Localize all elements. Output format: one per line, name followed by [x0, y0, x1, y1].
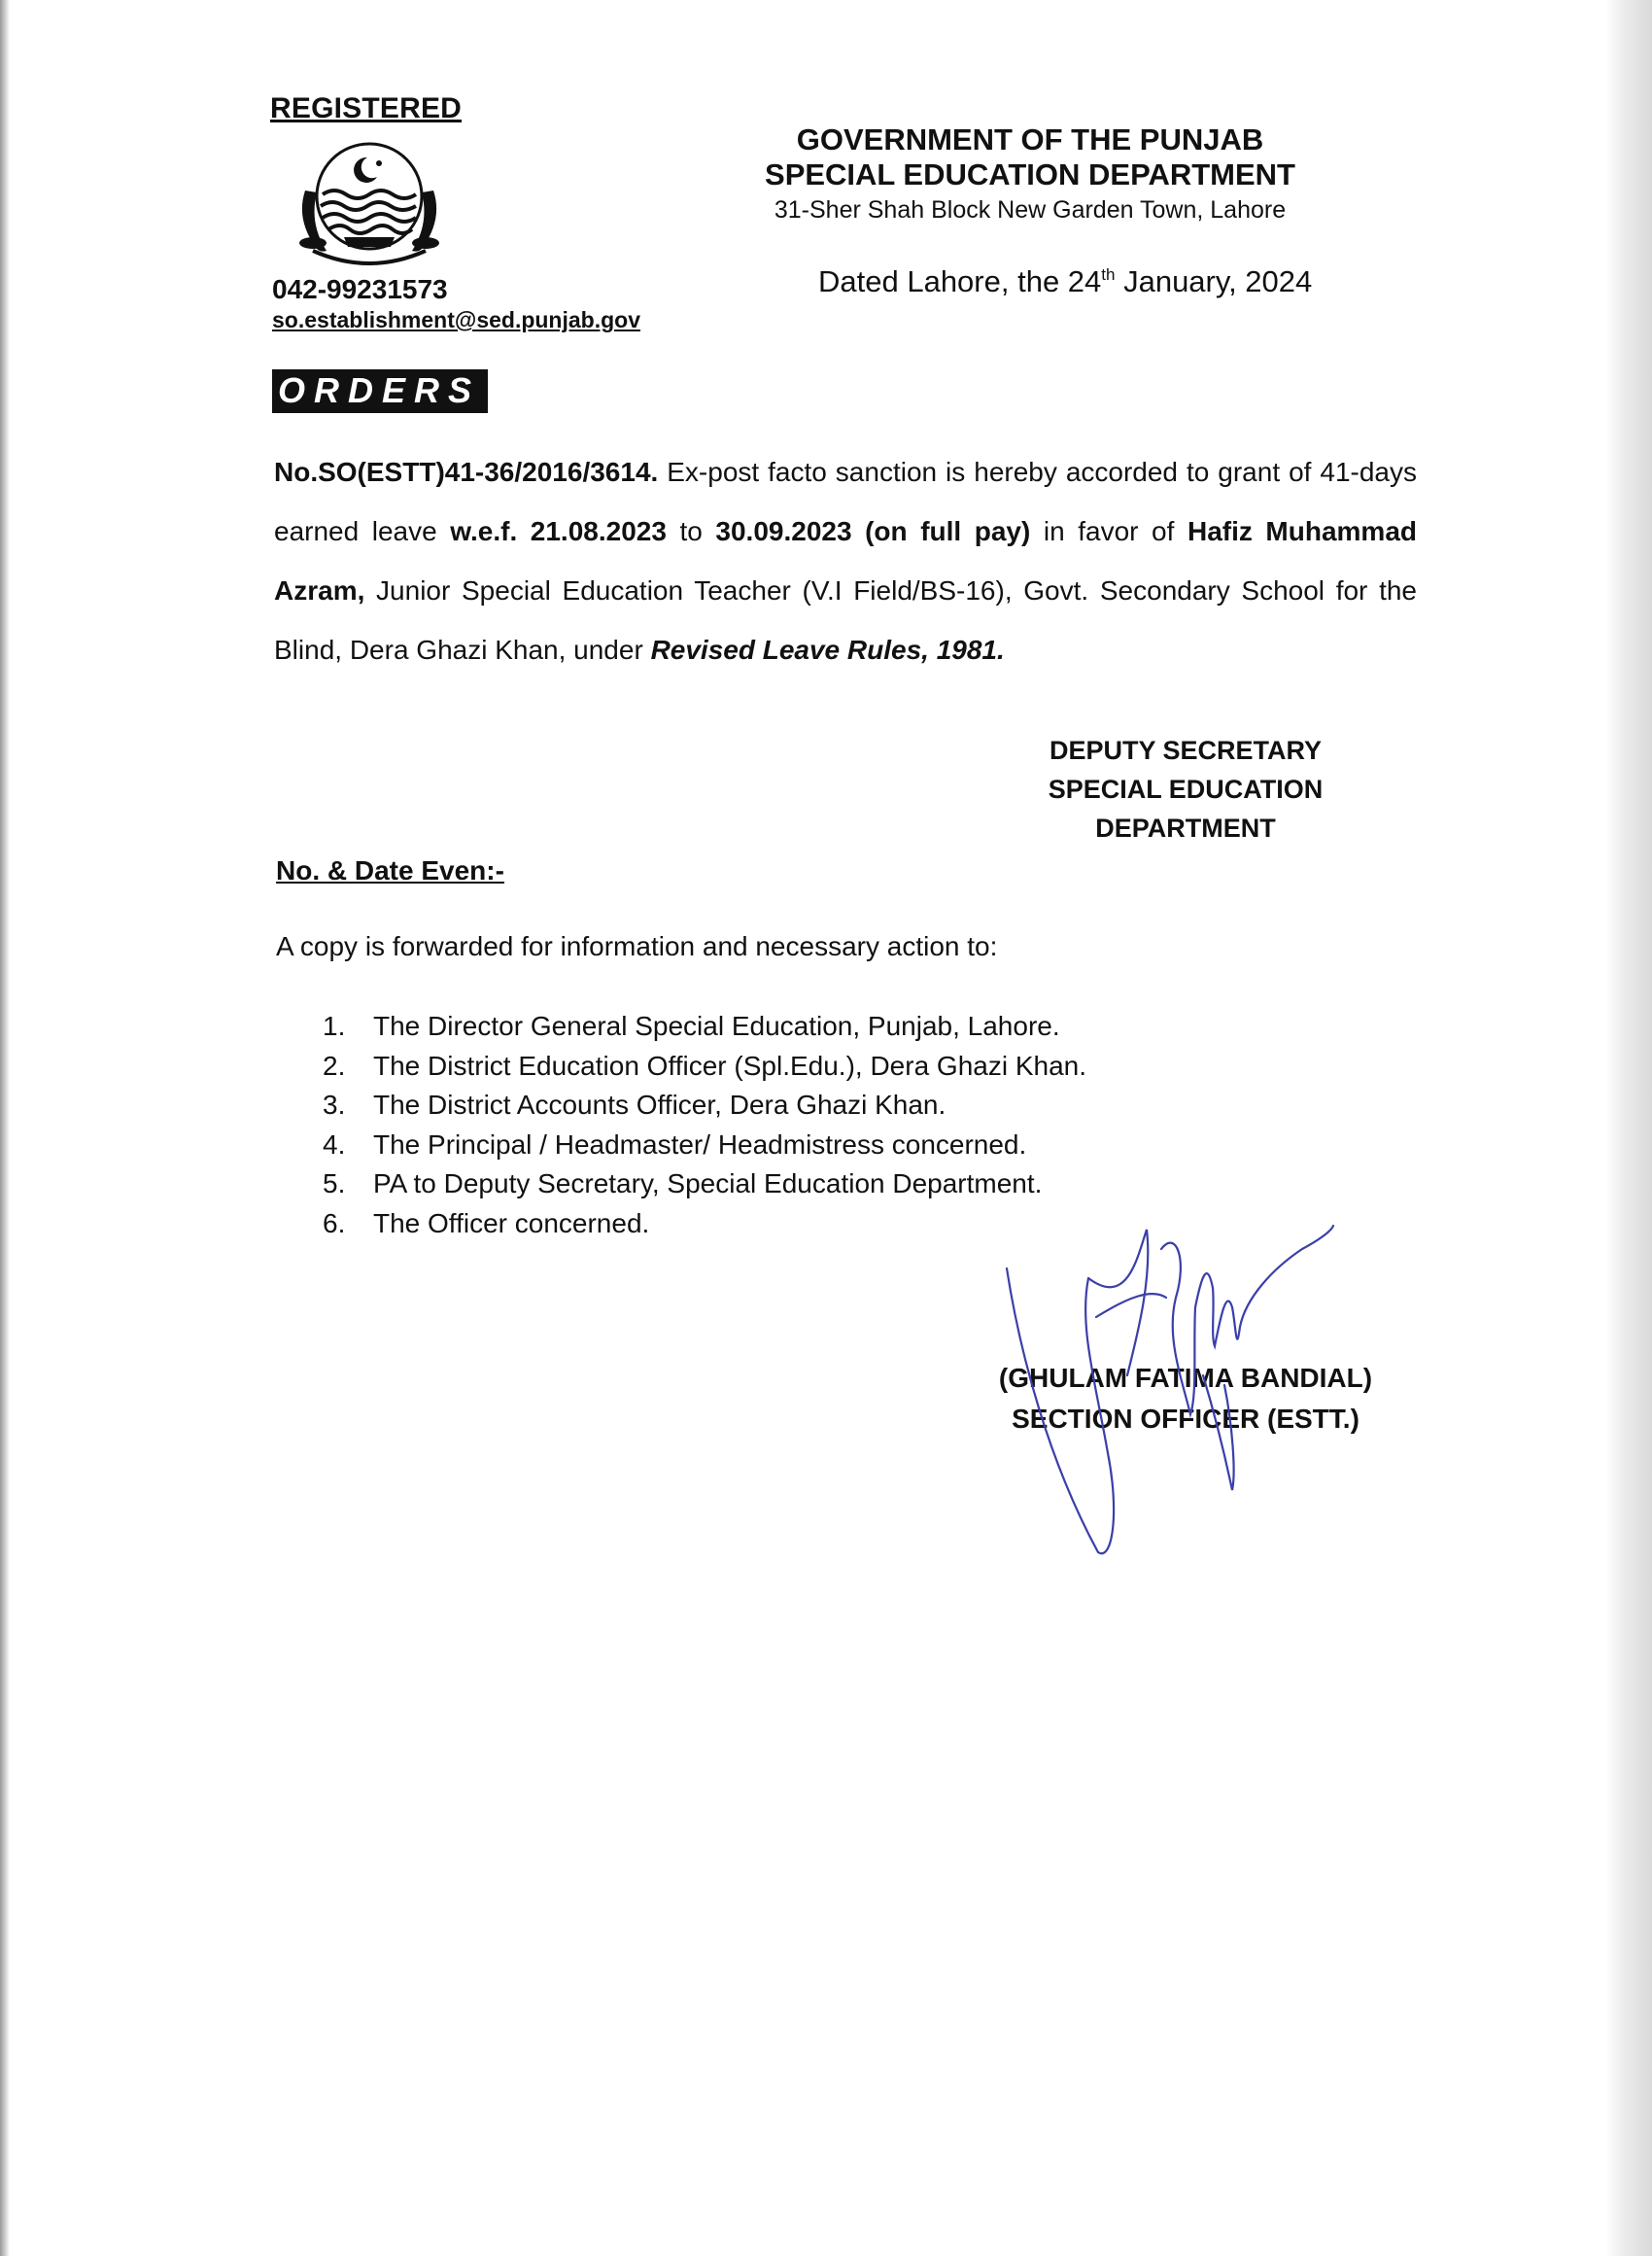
leave-rules: Revised Leave Rules, 1981.	[650, 635, 1005, 665]
order-text-1: Ex-post facto sanction is hereby accorded to grant of 41-days earned leave	[274, 457, 1417, 546]
dated-prefix: Dated Lahore, the 24	[818, 264, 1102, 298]
list-item: 6. The Officer concerned.	[323, 1207, 650, 1238]
section-officer-name: (GHULAM FATIMA BANDIAL)	[998, 1363, 1373, 1393]
order-wef-date: w.e.f. 21.08.2023	[450, 516, 667, 546]
email-address: so.establishment@sed.punjab.gov	[272, 307, 640, 332]
deputy-secretary-block	[972, 731, 1399, 848]
orders-heading: ORDERS	[272, 369, 488, 413]
order-text-2: in favor of	[1030, 516, 1187, 546]
dated-suffix: January, 2024	[1115, 264, 1313, 298]
dated-superscript: th	[1101, 265, 1116, 284]
handwritten-signature-icon	[981, 1220, 1351, 1570]
list-item: 3. The District Accounts Officer, Dera Ghazi Khan.	[323, 1090, 946, 1120]
employee-name: Hafiz Muhammad Azram,	[274, 516, 1417, 606]
list-item: 1. The Director General Special Education, Punjab, Lahore.	[323, 1011, 1060, 1041]
list-item: 2. The District Education Officer (Spl.Edu.), Dera Ghazi Khan.	[323, 1050, 1087, 1081]
department-address: 31-Sher Shah Block New Garden Town, Lahore	[774, 196, 1287, 224]
punjab-government-emblem-icon	[284, 136, 455, 272]
department-title: SPECIAL EDUCATION DEPARTMENT	[765, 157, 1295, 191]
deputy-line-2: SPECIAL EDUCATION	[1048, 775, 1324, 804]
copy-forward-intro: A copy is forwarded for information and necessary action to:	[276, 931, 998, 961]
deputy-line-1: DEPUTY SECRETARY	[1049, 736, 1323, 765]
recipient-list	[323, 1007, 1086, 1243]
section-officer-title: SECTION OFFICER (ESTT.)	[1012, 1404, 1359, 1434]
phone-number: 042-99231573	[272, 274, 448, 304]
registered-label: REGISTERED	[270, 92, 463, 124]
order-text-3: Junior Special Education Teacher (V.I Field/BS-16), Govt. Secondary School for the Blind, Dera Ghazi Khan, under	[274, 575, 1417, 665]
scan-edge-left	[0, 0, 10, 2256]
order-end-date: 30.09.2023 (on full pay)	[715, 516, 1031, 546]
order-number: No.SO(ESTT)41-36/2016/3614.	[274, 457, 659, 487]
deputy-line-3: DEPARTMENT	[1095, 814, 1276, 843]
dated-line	[818, 264, 1312, 299]
list-item: 4. The Principal / Headmaster/ Headmistress concerned.	[323, 1128, 1027, 1160]
no-date-even-heading: No. & Date Even:-	[276, 855, 504, 885]
scan-edge-right	[1605, 0, 1652, 2256]
order-paragraph	[274, 442, 1417, 679]
order-to: to	[666, 516, 716, 546]
government-title: GOVERNMENT OF THE PUNJAB	[796, 122, 1264, 156]
list-item: 5. PA to Deputy Secretary, Special Education Department.	[323, 1168, 1043, 1198]
